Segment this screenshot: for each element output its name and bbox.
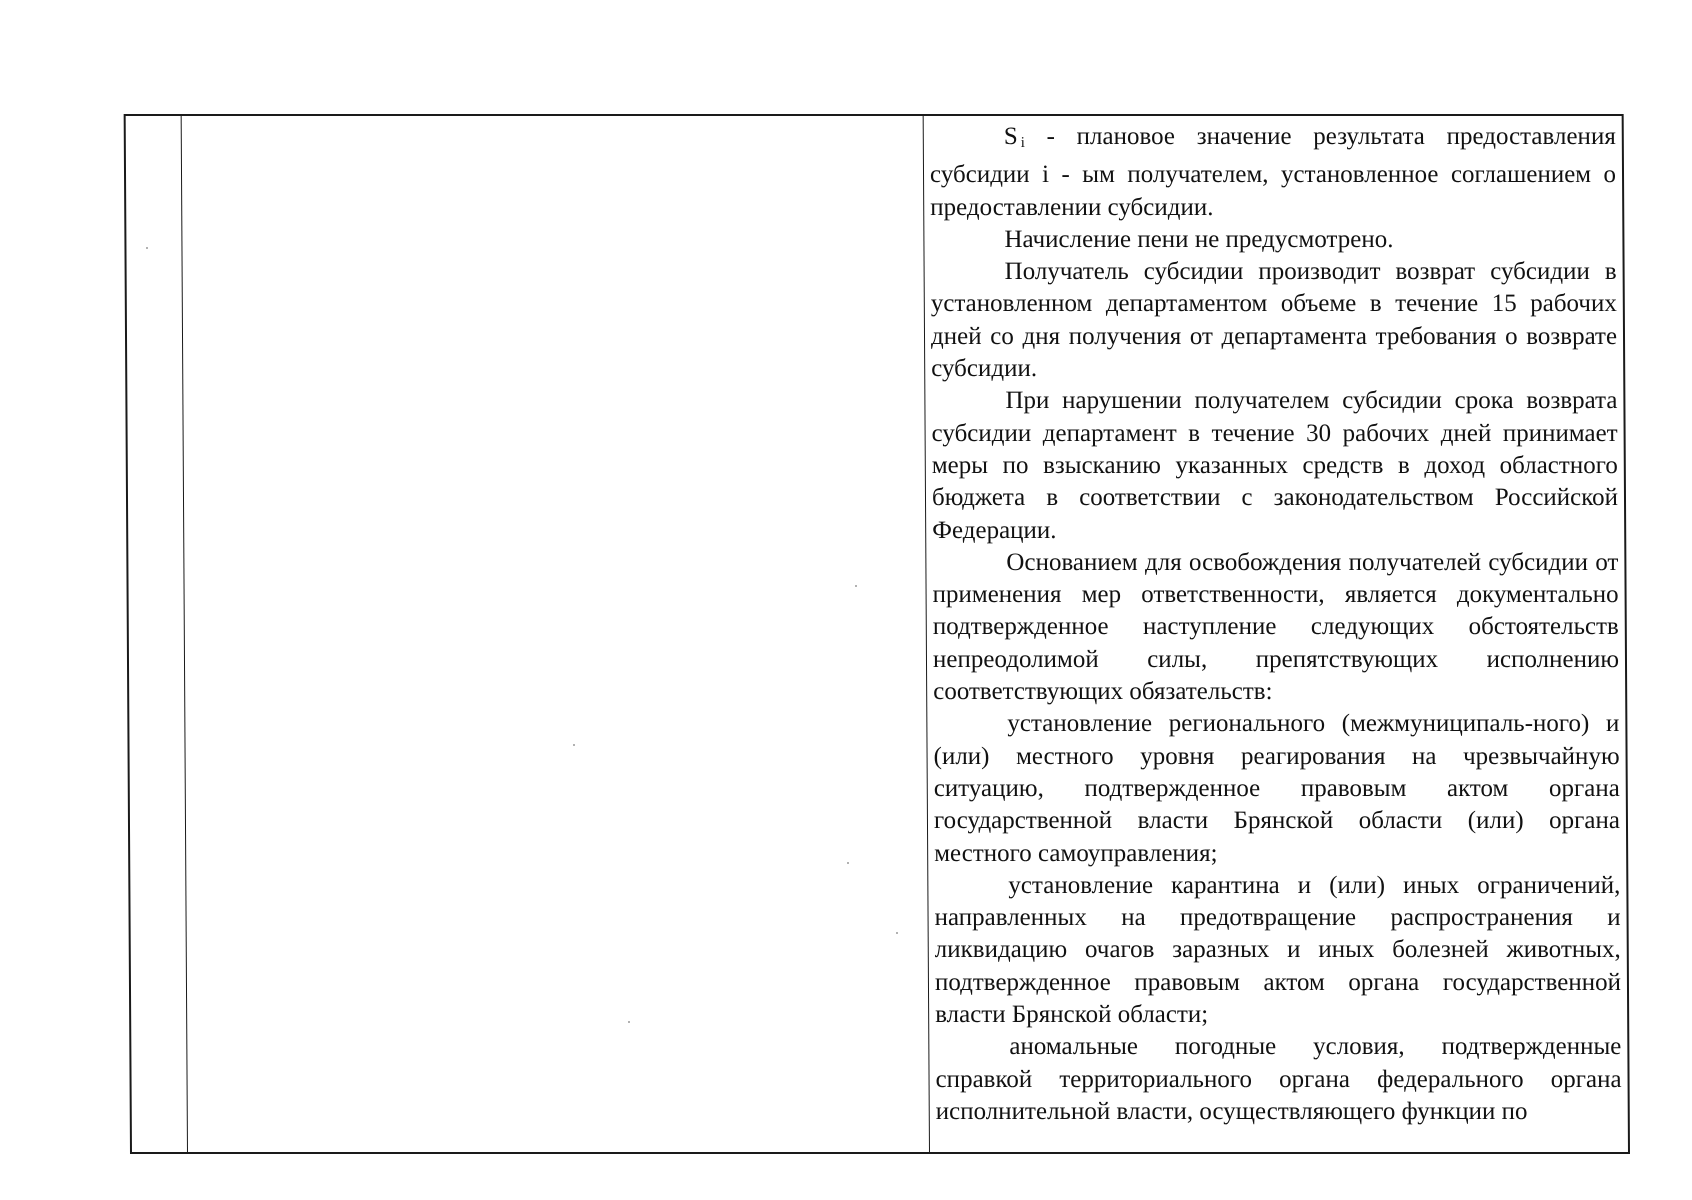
scan-speck bbox=[628, 1021, 630, 1023]
table-column-number bbox=[126, 116, 188, 1152]
paragraph-refund: Получатель субсидии производит возврат субсидии в установленном департаментом объеме в течение 15 рабочих дней со дня получения от департамента требования о возврате субсидии. bbox=[930, 258, 1618, 383]
scan-speck bbox=[573, 744, 575, 746]
scan-speck bbox=[896, 932, 898, 934]
scan-speck bbox=[146, 247, 148, 249]
scan-speck bbox=[847, 862, 849, 864]
paragraph-violation: При нарушении получателем субсидии срока возврата субсидии департамент в течение 30 рабочих дней принимает меры по взысканию указанных средств в доход областного бюджета в соответствии с законодательством Российской Федерации. bbox=[931, 387, 1619, 544]
table-column-blank bbox=[182, 116, 930, 1152]
paragraph-weather: аномальные погодные условия, подтвержденные справкой территориального органа федерального органа исполнительной власти, осуществляющего функции по bbox=[935, 1033, 1622, 1125]
paragraph-planned-value bbox=[930, 121, 1617, 224]
paragraph-emergency: установление регионального (межмуниципаль-ного) и (или) местного уровня реагирования на чрезвычайную ситуацию, подтвержденное правовым актом органа государственной власти Брянской области (или) органа местного самоуправления; bbox=[933, 710, 1621, 867]
paragraph-penalty: Начисление пени не предусмотрено. bbox=[1004, 225, 1394, 253]
paragraph-exemption-basis: Основанием для освобождения получателей субсидии от применения мер ответственности, является документально подтвержденное наступление следующих обстоятельств непреодолимой силы, препятствующих исполнению соответствующих обязательств: bbox=[932, 548, 1620, 706]
table-column-text bbox=[924, 116, 1628, 1152]
document-table bbox=[124, 114, 1630, 1154]
paragraph-text: - плановое значение результата предоставления субсидии i - ым получателем, установленное соглашением о предоставлении субсидии. bbox=[929, 123, 1617, 221]
paragraph-quarantine: установление карантина и (или) иных ограничений, направленных на предотвращение распространения и ликвидацию очагов заразных и иных болезней животных, подтвержденное правовым актом органа государственной власти Брянской области; bbox=[934, 871, 1622, 1029]
formula-symbol: S bbox=[1003, 123, 1018, 150]
formula-subscript: i bbox=[1020, 135, 1025, 151]
scan-speck bbox=[855, 585, 857, 587]
